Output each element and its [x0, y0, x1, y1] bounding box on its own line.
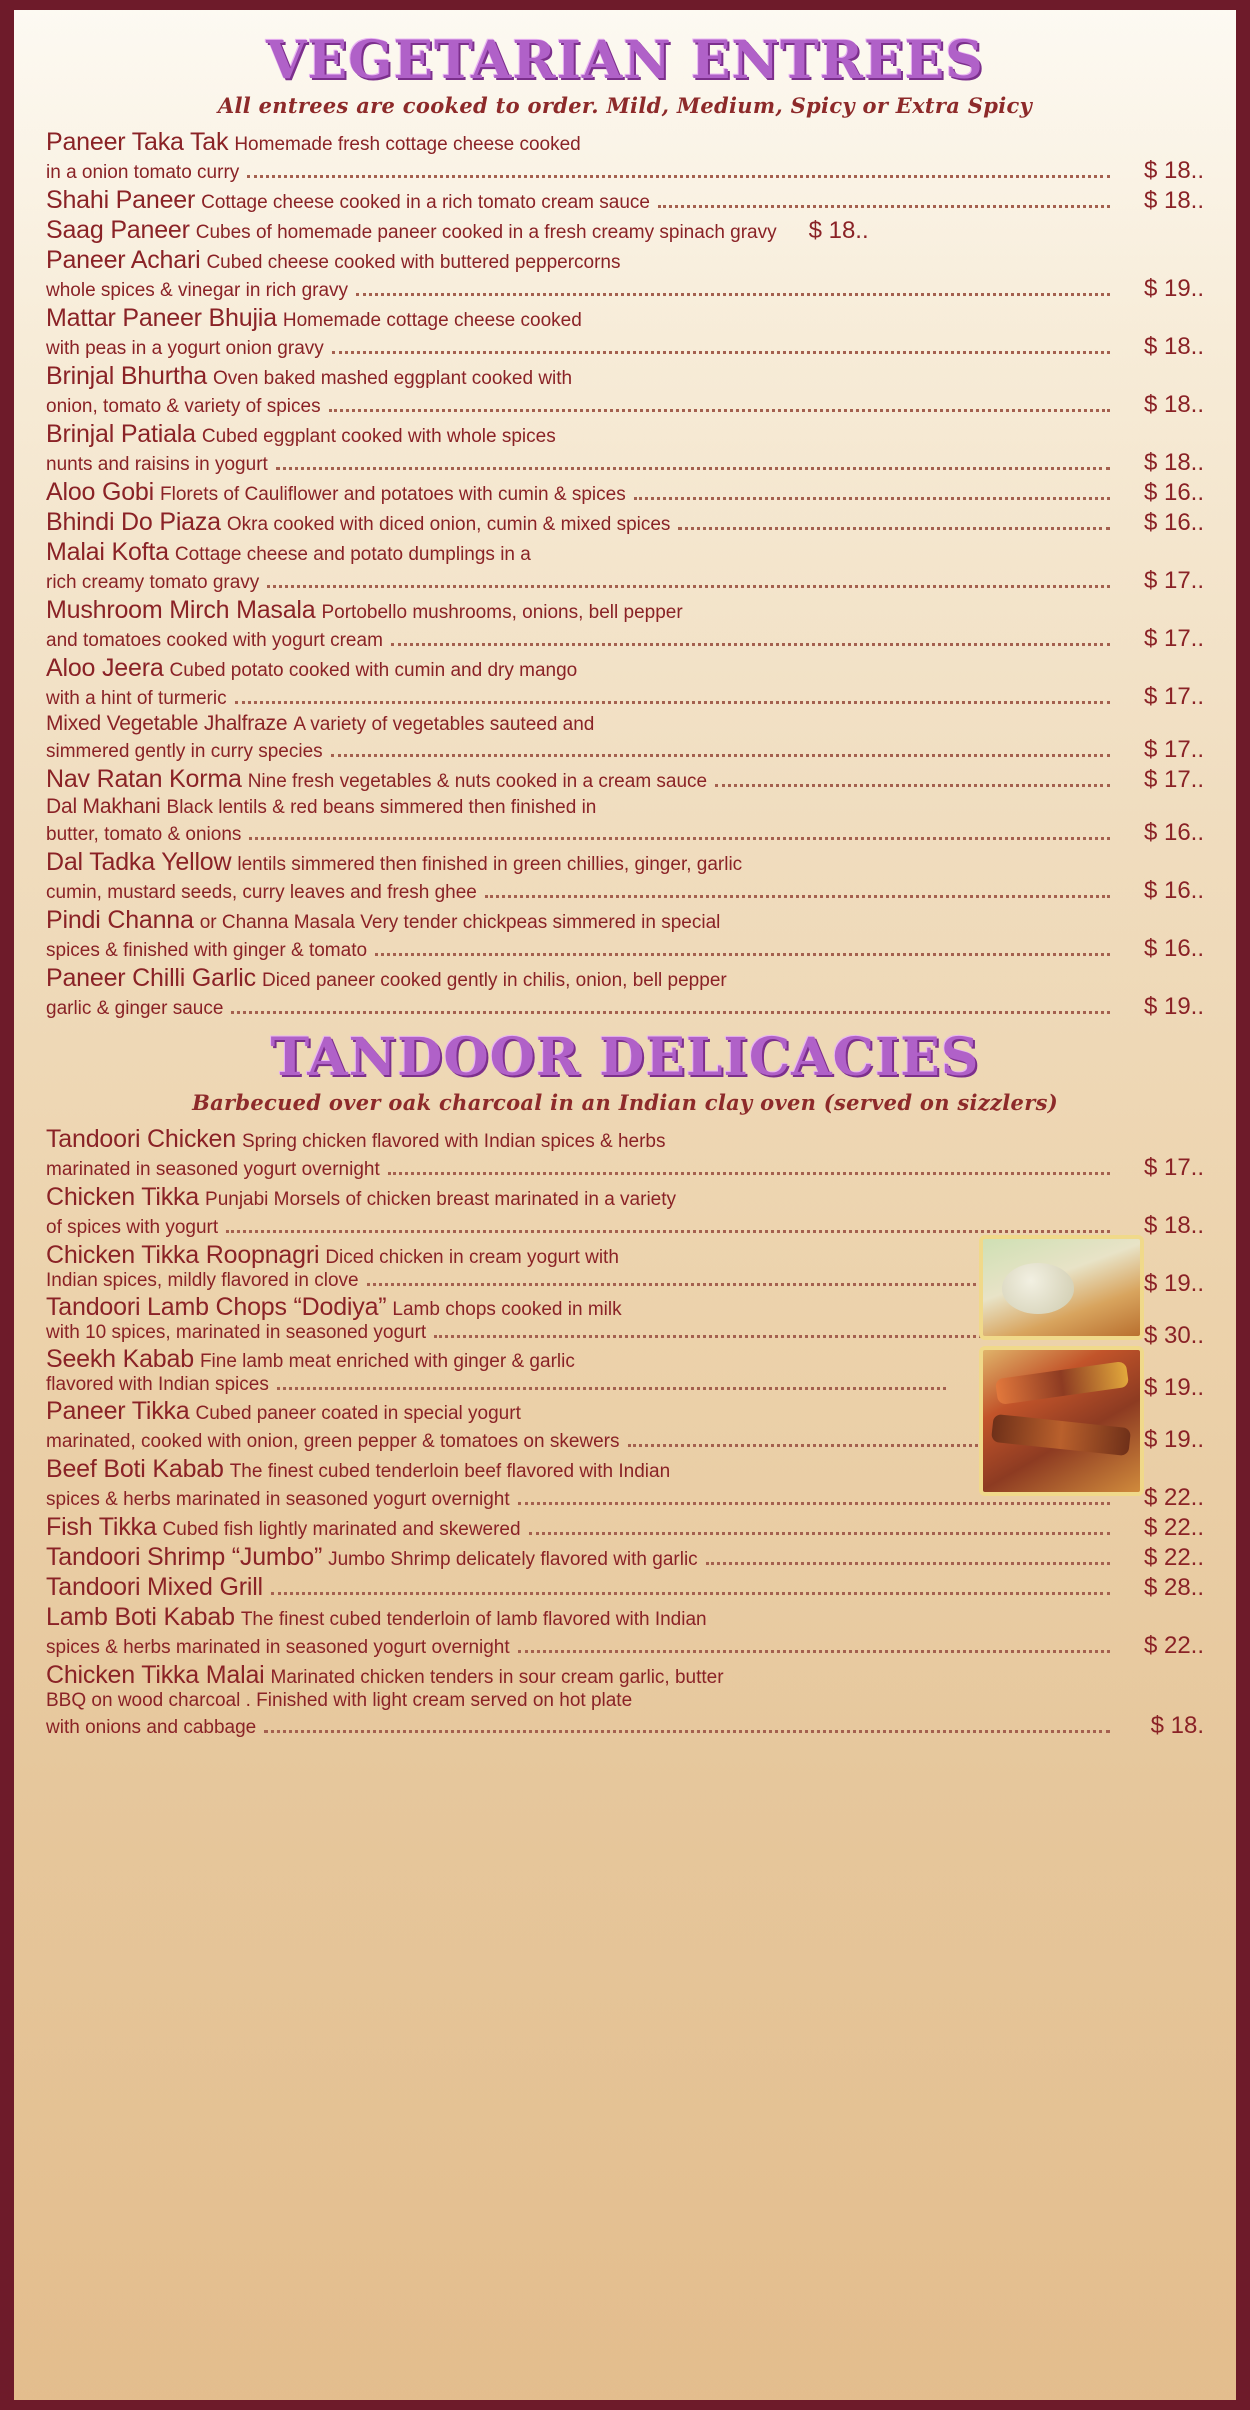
- item-description: Cottage cheese and potato dumplings in a: [174, 544, 531, 565]
- item-description-2: and tomatoes cooked with yogurt cream: [46, 630, 383, 651]
- item-description: Okra cooked with diced onion, cumin & mixed spices: [226, 514, 671, 535]
- section-title: TANDOOR DELICACIES: [270, 1027, 980, 1088]
- item-description-2: with 10 spices, marinated in seasoned yogurt: [46, 1322, 427, 1343]
- item-description: The finest cubed tenderloin beef flavored with Indian: [229, 1461, 671, 1482]
- item-price: $ 19..: [1143, 1426, 1204, 1453]
- menu-item[interactable]: [46, 420, 1204, 477]
- item-description: A variety of vegetables sauteed and: [293, 714, 595, 735]
- mixed-grill-skewers-photo: [979, 1346, 1144, 1496]
- item-description: The finest cubed tenderloin of lamb flavored with Indian: [240, 1609, 707, 1630]
- leader-dots: [235, 700, 1110, 704]
- menu-item[interactable]: [46, 216, 1204, 245]
- menu-item[interactable]: [46, 848, 1204, 905]
- item-price: $ 18.: [1150, 1712, 1204, 1739]
- item-name: Aloo Jeera: [46, 654, 164, 682]
- item-description: Cubed cheese cooked with buttered peppercorns: [206, 252, 621, 273]
- item-price: $ 19..: [1143, 993, 1204, 1020]
- item-description: Punjabi Morsels of chicken breast marinated in a variety: [205, 1189, 677, 1210]
- item-name: Lamb Boti Kabab: [46, 1603, 235, 1631]
- leader-dots: [329, 408, 1110, 412]
- menu-item[interactable]: [46, 596, 1204, 653]
- menu-item[interactable]: [46, 654, 1204, 711]
- item-price: $ 18..: [1143, 1212, 1204, 1239]
- item-description: Black lentils & red beans simmered then finished in: [166, 797, 597, 818]
- item-price: $ 18..: [1143, 333, 1204, 360]
- item-description-2: with peas in a yogurt onion gravy: [46, 338, 324, 359]
- item-description-2: whole spices & vinegar in rich gravy: [46, 280, 349, 301]
- leader-dots: [276, 466, 1110, 470]
- item-description: Portobello mushrooms, onions, bell pepper: [321, 602, 683, 623]
- item-name: Mixed Vegetable Jhalfraze: [46, 712, 288, 735]
- item-price: $ 17..: [1143, 625, 1204, 652]
- item-description-2: flavored with Indian spices: [46, 1374, 269, 1395]
- item-name: Dal Makhani: [46, 795, 161, 818]
- leader-dots: [332, 350, 1110, 354]
- leader-dots: [434, 1334, 1006, 1338]
- item-price: $ 22..: [1143, 1632, 1204, 1659]
- item-name: Mushroom Mirch Masala: [46, 596, 316, 624]
- item-price: $ 17..: [1143, 1154, 1204, 1181]
- section-tandoor-delicacies: [46, 1027, 1204, 1740]
- menu-items-list: [46, 128, 1204, 1021]
- item-price: $ 18..: [1143, 391, 1204, 418]
- item-name: Paneer Tikka: [46, 1397, 190, 1425]
- menu-item[interactable]: [46, 795, 1204, 847]
- item-name: Seekh Kabab: [46, 1345, 194, 1373]
- leader-dots: [331, 753, 1110, 757]
- item-description: Cubed paneer coated in special yogurt: [195, 1403, 521, 1424]
- item-description-2: garlic & ginger sauce: [46, 998, 224, 1019]
- item-price: $ 17..: [1143, 736, 1204, 763]
- menu-item[interactable]: [46, 1661, 1204, 1740]
- menu-item[interactable]: [46, 128, 1204, 185]
- section-subtitle: Barbecued over oak charcoal in an Indian clay oven (served on sizzlers): [192, 1090, 1058, 1115]
- item-description-2: marinated in seasoned yogurt overnight: [46, 1159, 380, 1180]
- leader-dots: [529, 1531, 1110, 1535]
- item-name: Tandoori Mixed Grill: [46, 1573, 263, 1601]
- item-description-2: in a onion tomato curry: [46, 162, 240, 183]
- leader-dots: [277, 1386, 946, 1390]
- item-description: Cubes of homemade paneer cooked in a fresh creamy spinach gravy: [195, 222, 777, 243]
- leader-dots: [706, 1561, 1110, 1565]
- item-description-2: of spices with yogurt: [46, 1217, 219, 1238]
- item-description: Cubed potato cooked with cumin and dry mango: [169, 660, 578, 681]
- item-description: Homemade fresh cottage cheese cooked: [234, 134, 581, 155]
- item-name: Tandoori Lamb Chops “Dodiya”: [46, 1293, 387, 1321]
- item-name: Chicken Tikka Malai: [46, 1661, 265, 1689]
- item-price: $ 17..: [1143, 683, 1204, 710]
- item-description-2: marinated, cooked with onion, green pepper & tomatoes on skewers: [46, 1431, 620, 1452]
- item-name: Tandoori Shrimp “Jumbo”: [46, 1543, 323, 1571]
- menu-item[interactable]: [46, 538, 1204, 595]
- item-description-2: rich creamy tomato gravy: [46, 572, 260, 593]
- item-description-2: butter, tomato & onions: [46, 824, 242, 845]
- menu-item[interactable]: [46, 1603, 1204, 1660]
- leader-dots: [485, 894, 1110, 898]
- menu-item[interactable]: [46, 1513, 1204, 1542]
- item-name: Mattar Paneer Bhujia: [46, 304, 277, 332]
- item-name: Beef Boti Kabab: [46, 1455, 224, 1483]
- item-description: Nine fresh vegetables & nuts cooked in a cream sauce: [247, 771, 708, 792]
- menu-item[interactable]: [46, 478, 1204, 507]
- item-price: $ 19..: [1143, 1374, 1204, 1401]
- item-name: Brinjal Bhurtha: [46, 362, 207, 390]
- item-description: Marinated chicken tenders in sour cream garlic, butter: [270, 1667, 724, 1688]
- section-vegetarian-entrees: [46, 30, 1204, 1021]
- menu-items-list: [46, 1125, 1204, 1740]
- item-price: $ 18..: [808, 217, 869, 244]
- item-description: Lamb chops cooked in milk: [392, 1299, 622, 1320]
- item-name: Saag Paneer: [46, 216, 190, 244]
- item-price: $ 22..: [1143, 1484, 1204, 1511]
- item-name: Fish Tikka: [46, 1513, 157, 1541]
- item-description-2: nunts and raisins in yogurt: [46, 454, 268, 475]
- item-price: $ 17..: [1143, 567, 1204, 594]
- item-name: Chicken Tikka Roopnagri: [46, 1241, 320, 1269]
- item-price: $ 16..: [1143, 877, 1204, 904]
- item-price: $ 28..: [1143, 1574, 1204, 1601]
- item-name: Bhindi Do Piaza: [46, 508, 221, 536]
- menu-item[interactable]: [46, 304, 1204, 361]
- leader-dots: [367, 1282, 1006, 1286]
- leader-dots: [356, 292, 1110, 296]
- item-description-2: BBQ on wood charcoal . Finished with light cream served on hot plate: [46, 1690, 633, 1711]
- item-description-3: with onions and cabbage: [46, 1717, 257, 1738]
- menu-item[interactable]: [46, 712, 1204, 764]
- menu-item[interactable]: [46, 906, 1204, 963]
- item-price: $ 16..: [1143, 509, 1204, 536]
- menu-item[interactable]: [46, 362, 1204, 419]
- menu-item[interactable]: [46, 1125, 1204, 1182]
- item-description: Homemade cottage cheese cooked: [282, 310, 582, 331]
- item-name: Shahi Paneer: [46, 186, 196, 214]
- menu-item[interactable]: [46, 1573, 1204, 1602]
- item-name: Paneer Chilli Garlic: [46, 964, 256, 992]
- item-description-2: spices & herbs marinated in seasoned yogurt overnight: [46, 1489, 510, 1510]
- leader-dots: [518, 1649, 1110, 1653]
- item-name: Chicken Tikka: [46, 1183, 200, 1211]
- item-description: Diced paneer cooked gently in chilis, onion, bell pepper: [261, 970, 727, 991]
- item-description-2: with a hint of turmeric: [46, 688, 227, 709]
- item-description: Oven baked mashed eggplant cooked with: [212, 368, 573, 389]
- leader-dots: [226, 1229, 1110, 1233]
- item-price: $ 16..: [1143, 479, 1204, 506]
- item-price: $ 17..: [1143, 766, 1204, 793]
- item-name: Malai Kofta: [46, 538, 169, 566]
- item-description-2: spices & finished with ginger & tomato: [46, 940, 368, 961]
- item-description-2: cumin, mustard seeds, curry leaves and fresh ghee: [46, 882, 477, 903]
- menu-item[interactable]: [46, 1183, 1204, 1240]
- item-description: Spring chicken flavored with Indian spices & herbs: [241, 1131, 666, 1152]
- item-price: $ 22..: [1143, 1544, 1204, 1571]
- item-description: Florets of Cauliflower and potatoes with cumin & spices: [160, 484, 626, 505]
- item-price: $ 19..: [1143, 1270, 1204, 1297]
- item-name: Dal Tadka Yellow: [46, 848, 232, 876]
- leader-dots: [231, 1010, 1110, 1014]
- item-price: $ 18..: [1143, 449, 1204, 476]
- item-name: Pindi Channa: [46, 906, 194, 934]
- menu-item[interactable]: [46, 508, 1204, 537]
- item-price: $ 18..: [1143, 157, 1204, 184]
- leader-dots: [264, 1729, 1110, 1733]
- leader-dots: [271, 1591, 1110, 1595]
- item-price: $ 18..: [1143, 187, 1204, 214]
- item-price: $ 19..: [1143, 275, 1204, 302]
- item-description-2: simmered gently in curry species: [46, 741, 323, 762]
- item-price: $ 22..: [1143, 1514, 1204, 1541]
- leader-dots: [715, 783, 1110, 787]
- item-name: Aloo Gobi: [46, 478, 154, 506]
- item-description: lentils simmered then finished in green chillies, ginger, garlic: [237, 854, 743, 875]
- leader-dots: [391, 642, 1110, 646]
- item-description-2: Indian spices, mildly flavored in clove: [46, 1270, 359, 1291]
- menu-item[interactable]: [46, 186, 1204, 215]
- item-description: Cottage cheese cooked in a rich tomato cream sauce: [201, 192, 650, 213]
- item-name: Paneer Achari: [46, 246, 201, 274]
- item-description-2: onion, tomato & variety of spices: [46, 396, 321, 417]
- leader-dots: [375, 952, 1110, 956]
- menu-item[interactable]: [46, 1543, 1204, 1572]
- item-description-2: spices & herbs marinated in seasoned yogurt overnight: [46, 1637, 510, 1658]
- menu-item[interactable]: [46, 765, 1204, 794]
- leader-dots: [634, 496, 1110, 500]
- item-price: $ 16..: [1143, 935, 1204, 962]
- item-description: Cubed fish lightly marinated and skewered: [162, 1519, 521, 1540]
- section-subtitle: All entrees are cooked to order. Mild, Medium, Spicy or Extra Spicy: [217, 93, 1033, 118]
- section-title: VEGETARIAN ENTREES: [266, 30, 984, 91]
- menu-item[interactable]: [46, 964, 1204, 1021]
- item-name: Brinjal Patiala: [46, 420, 196, 448]
- item-price: $ 16..: [1143, 819, 1204, 846]
- leader-dots: [247, 174, 1110, 178]
- item-description: Fine lamb meat enriched with ginger & garlic: [199, 1351, 575, 1372]
- item-name: Paneer Taka Tak: [46, 128, 229, 156]
- item-price: $ 30..: [1143, 1322, 1204, 1349]
- item-description: Cubed eggplant cooked with whole spices: [201, 426, 556, 447]
- leader-dots: [658, 204, 1110, 208]
- leader-dots: [388, 1171, 1110, 1175]
- leader-dots: [249, 836, 1110, 840]
- menu-item[interactable]: [46, 246, 1204, 303]
- item-description: Jumbo Shrimp delicately flavored with garlic: [328, 1549, 698, 1570]
- item-description: Diced chicken in cream yogurt with: [325, 1247, 619, 1268]
- leader-dots: [678, 526, 1110, 530]
- item-name: Nav Ratan Korma: [46, 765, 242, 793]
- item-description: or Channa Masala Very tender chickpeas simmered in special: [199, 912, 721, 933]
- item-name: Tandoori Chicken: [46, 1125, 236, 1153]
- leader-dots: [267, 584, 1110, 588]
